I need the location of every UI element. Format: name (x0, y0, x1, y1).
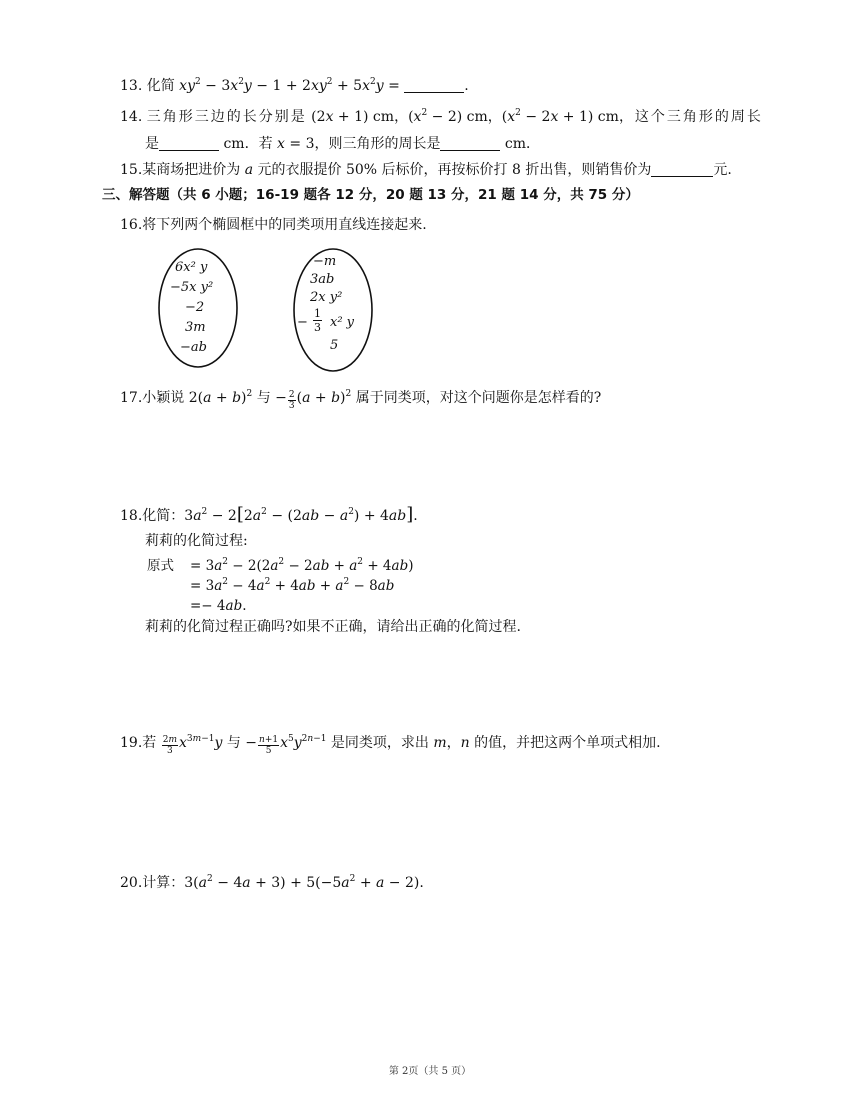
question-number: 15. (120, 162, 143, 178)
question-16: 16.将下列两个椭圆框中的同类项用直线连接起来. (120, 217, 427, 233)
question-13: 13. 化简 $xy^2 - 3x^2y - 1 + 2xy^2 + 5x^2y$ = . (120, 77, 469, 94)
question-18: 18.化简：$3a^2 - 2[2a^2 - (2ab - a^2) + 4ab]$. (120, 504, 418, 525)
left-item: 6x² y (175, 260, 208, 275)
left-item: 3m (185, 320, 206, 335)
question-20: 20.计算：$3(a^2 - 4a + 3) + 5(-5a^2 + a - 2)$. (120, 874, 424, 891)
q18-work-step2: = $3a^2 - 4a^2 + 4ab + a^2 - 8ab$ (190, 577, 395, 594)
q18-work-step1: = $3a^2 - 2(2a^2 - 2ab + a^2 + 4ab)$ (190, 557, 414, 574)
right-item: x² y (330, 315, 355, 330)
section-header: 三、解答题（共 6 小题；16-19 题各 12 分，20 题 13 分，21 题 14 分，共 75 分） (102, 187, 639, 203)
question-17: 17.小颖说 $2(a + b)^2$ 与 − $\frac{2}{3}$ $(a + b)^2$ 属于同类项，对这个问题你是怎样看的? (120, 389, 602, 411)
answer-blank (404, 78, 464, 93)
left-ellipse-items (170, 258, 214, 358)
question-number: 13. (120, 78, 143, 94)
question-number: 16. (120, 217, 143, 233)
right-item: 2x y² (310, 290, 343, 305)
right-ellipse-items: −m 3ab 2x y² − $\frac{1}{3}$ x² y 5 (297, 254, 355, 353)
question-19: 19.若 $\frac{2m}{3}$ $x^{3m-1}y$ 与 − $\frac{n+1}{5}$ $x^5y^{2n-1}$ 是同类项，求出 m，n 的值，并把这两个单项式相加. (120, 734, 661, 756)
left-item: −ab (180, 340, 207, 355)
answer-blank (651, 162, 713, 177)
right-item: 5 (330, 338, 339, 353)
question-number: 19. (120, 735, 143, 751)
page-footer: 第 2页（共 5 页） (388, 1066, 472, 1077)
question-number: 18. (120, 508, 143, 524)
question-number: 20. (120, 875, 143, 891)
q18-work-step3: =− 4ab. (190, 598, 247, 614)
q18-work-orig: 原式 (147, 558, 174, 574)
question-14-line2: 是 cm．若 x = 3，则三角形的周长是 cm． (145, 136, 541, 152)
question-text: 化简 (146, 78, 180, 94)
answer-blank (159, 136, 219, 151)
q18-question: 莉莉的化简过程正确吗?如果不正确，请给出正确的化简过程. (145, 619, 521, 635)
right-item: −m (313, 254, 337, 269)
question-number: 14. (120, 109, 143, 125)
answer-blank (440, 136, 500, 151)
q18-intro: 莉莉的化简过程: (145, 533, 248, 549)
right-item: 3ab (310, 272, 335, 287)
math-expression: $xy^2 - 3x^2y - 1 + 2xy^2 + 5x^2y$ = (179, 77, 400, 94)
question-15: 15.某商场把进价为 a 元的衣服提价 50% 后标价，再按标价打 8 折出售，则销售价为 元. (120, 162, 732, 178)
question-number: 17. (120, 390, 143, 406)
question-14-line1: 14. 三角形三边的长分别是 (2x + 1) cm，$(x^2 - 2)$ cm，$(x^2 - 2x + 1)$ cm，这个三角形的周长 (120, 108, 763, 125)
left-item: −2 (185, 300, 205, 315)
left-item: −5x y² (170, 280, 214, 295)
